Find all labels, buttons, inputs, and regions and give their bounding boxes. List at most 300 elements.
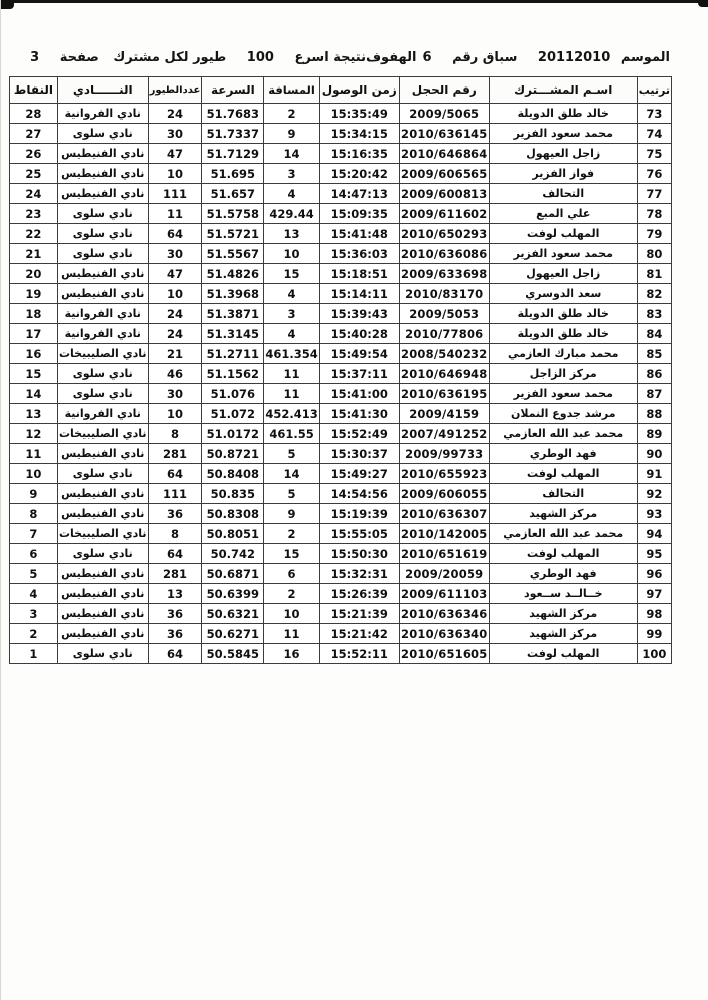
result-count: 100: [246, 50, 274, 65]
cell-speed: 51.076: [202, 384, 264, 404]
cell-speed: 50.8721: [202, 444, 264, 464]
cell-club: نادي الفنيطيس: [57, 164, 148, 184]
cell-distance: 11: [264, 384, 319, 404]
table-row: [9, 224, 671, 244]
cell-rank: 75: [637, 144, 671, 164]
cell-speed: 50.6321: [202, 604, 264, 624]
cell-speed: 50.8308: [202, 504, 264, 524]
table-row: [9, 424, 671, 444]
cell-speed: 50.6399: [202, 584, 264, 604]
cell-ring: 2010/636307: [399, 504, 489, 524]
cell-speed: 50.6271: [202, 624, 264, 644]
cell-name: فهد الوطري: [489, 444, 637, 464]
table-row: [9, 264, 671, 284]
cell-speed: 50.8408: [202, 464, 264, 484]
cell-ring: 2010/651605: [399, 644, 489, 664]
cell-ring: 2009/606055: [399, 484, 489, 504]
page-number: 3: [30, 50, 40, 65]
table-row: [9, 184, 671, 204]
cell-birds: 47: [148, 264, 202, 284]
cell-distance: 461.55: [264, 424, 319, 444]
cell-distance: 10: [264, 244, 319, 264]
cell-time: 15:40:28: [319, 324, 399, 344]
col-header-birds: عددالطيور: [148, 77, 202, 104]
cell-distance: 10: [264, 604, 319, 624]
cell-rank: 82: [637, 284, 671, 304]
cell-ring: 2009/5065: [399, 104, 489, 124]
cell-name: علي المبع: [489, 204, 637, 224]
cell-time: 15:32:31: [319, 564, 399, 584]
cell-points: 23: [9, 204, 57, 224]
cell-time: 15:52:49: [319, 424, 399, 444]
cell-distance: 4: [264, 284, 319, 304]
cell-speed: 51.0172: [202, 424, 264, 444]
cell-club: نادي الفروانية: [57, 404, 148, 424]
cell-distance: 9: [264, 504, 319, 524]
cell-club: نادي سلوى: [57, 244, 148, 264]
table-row: [9, 384, 671, 404]
cell-distance: 452.413: [264, 404, 319, 424]
cell-distance: 4: [264, 324, 319, 344]
cell-birds: 64: [148, 464, 202, 484]
cell-ring: 2008/540232: [399, 344, 489, 364]
table-row: [9, 164, 671, 184]
table-row: [9, 644, 671, 664]
table-row: [9, 244, 671, 264]
race-number-label: سباق رقم: [452, 50, 518, 65]
cell-ring: 2009/5053: [399, 304, 489, 324]
cell-club: نادي الصليبيخات: [57, 524, 148, 544]
cell-name: محمد عبد الله العازمي: [489, 424, 637, 444]
cell-time: 15:41:30: [319, 404, 399, 424]
cell-birds: 8: [148, 424, 202, 444]
cell-points: 24: [9, 184, 57, 204]
cell-time: 15:21:39: [319, 604, 399, 624]
cell-distance: 16: [264, 644, 319, 664]
cell-birds: 10: [148, 164, 202, 184]
cell-birds: 30: [148, 124, 202, 144]
cell-ring: 2009/99733: [399, 444, 489, 464]
table-row: [9, 464, 671, 484]
season-value: 20112010: [537, 50, 611, 65]
cell-points: 6: [9, 544, 57, 564]
table-row: [9, 564, 671, 584]
cell-speed: 51.7129: [202, 144, 264, 164]
cell-rank: 80: [637, 244, 671, 264]
cell-name: مرشد جدوع النملان: [489, 404, 637, 424]
cell-name: مركز الزاجل: [489, 364, 637, 384]
col-header-points: النقاط: [9, 77, 57, 104]
scan-corner-artifact-right: [698, 0, 708, 7]
cell-points: 17: [9, 324, 57, 344]
table-row: [9, 604, 671, 624]
cell-speed: 51.5567: [202, 244, 264, 264]
cell-rank: 90: [637, 444, 671, 464]
cell-time: 15:19:39: [319, 504, 399, 524]
cell-time: 15:30:37: [319, 444, 399, 464]
cell-name: محمد عبد الله العازمي: [489, 524, 637, 544]
table-row: [9, 204, 671, 224]
cell-points: 5: [9, 564, 57, 584]
col-header-speed: السرعة: [202, 77, 264, 104]
cell-time: 14:47:13: [319, 184, 399, 204]
header-season-race: [416, 50, 670, 65]
cell-name: المهلب لوفت: [489, 544, 637, 564]
table-row: [9, 524, 671, 544]
cell-distance: 15: [264, 264, 319, 284]
cell-club: نادي سلوى: [57, 124, 148, 144]
cell-birds: 10: [148, 404, 202, 424]
cell-distance: 5: [264, 444, 319, 464]
cell-rank: 98: [637, 604, 671, 624]
cell-ring: 2010/646948: [399, 364, 489, 384]
cell-club: نادي الصليبيخات: [57, 344, 148, 364]
cell-points: 21: [9, 244, 57, 264]
cell-speed: 50.742: [202, 544, 264, 564]
cell-name: محمد سعود الفزير: [489, 384, 637, 404]
cell-ring: 2010/655923: [399, 464, 489, 484]
cell-speed: 50.835: [202, 484, 264, 504]
cell-birds: 21: [148, 344, 202, 364]
cell-rank: 85: [637, 344, 671, 364]
table-row: [9, 404, 671, 424]
cell-name: المهلب لوفت: [489, 224, 637, 244]
cell-rank: 74: [637, 124, 671, 144]
cell-birds: 281: [148, 564, 202, 584]
cell-points: 25: [9, 164, 57, 184]
table-row: [9, 124, 671, 144]
cell-time: 15:41:00: [319, 384, 399, 404]
cell-time: 15:20:42: [319, 164, 399, 184]
cell-speed: 51.657: [202, 184, 264, 204]
result-per-label: طيور لكل مشترك: [113, 50, 227, 65]
cell-distance: 429.44: [264, 204, 319, 224]
cell-birds: 47: [148, 144, 202, 164]
cell-time: 15:41:48: [319, 224, 399, 244]
cell-club: نادي الفنيطيس: [57, 604, 148, 624]
cell-distance: 15: [264, 544, 319, 564]
cell-distance: 4: [264, 184, 319, 204]
cell-name: مركز الشهيد: [489, 604, 637, 624]
cell-rank: 77: [637, 184, 671, 204]
table-row: [9, 444, 671, 464]
cell-name: خالد طلق الدويلة: [489, 104, 637, 124]
cell-points: 11: [9, 444, 57, 464]
cell-rank: 79: [637, 224, 671, 244]
table-row: [9, 104, 671, 124]
cell-name: محمد سعود الفزير: [489, 124, 637, 144]
cell-rank: 83: [637, 304, 671, 324]
cell-ring: 2009/611602: [399, 204, 489, 224]
cell-points: 12: [9, 424, 57, 444]
cell-rank: 88: [637, 404, 671, 424]
cell-club: نادي الفنيطيس: [57, 504, 148, 524]
cell-points: 19: [9, 284, 57, 304]
cell-distance: 14: [264, 144, 319, 164]
cell-rank: 93: [637, 504, 671, 524]
cell-time: 15:18:51: [319, 264, 399, 284]
cell-club: نادي سلوى: [57, 464, 148, 484]
cell-ring: 2010/636340: [399, 624, 489, 644]
cell-birds: 64: [148, 544, 202, 564]
race-number-value: 6: [422, 50, 432, 65]
cell-time: 15:52:11: [319, 644, 399, 664]
cell-time: 15:39:43: [319, 304, 399, 324]
cell-club: نادي الفنيطيس: [57, 624, 148, 644]
cell-points: 26: [9, 144, 57, 164]
scan-edge-left: [0, 0, 1, 1000]
cell-distance: 13: [264, 224, 319, 244]
cell-rank: 81: [637, 264, 671, 284]
cell-club: نادي سلوى: [57, 364, 148, 384]
cell-speed: 51.072: [202, 404, 264, 424]
cell-name: محمد مبارك العازمي: [489, 344, 637, 364]
cell-club: نادي الفنيطيس: [57, 584, 148, 604]
cell-rank: 99: [637, 624, 671, 644]
header-result-page: [24, 50, 366, 65]
cell-birds: 30: [148, 384, 202, 404]
cell-distance: 3: [264, 304, 319, 324]
cell-name: محمد سعود الفزير: [489, 244, 637, 264]
cell-distance: 2: [264, 584, 319, 604]
cell-name: التحالف: [489, 184, 637, 204]
cell-ring: 2010/651619: [399, 544, 489, 564]
cell-points: 16: [9, 344, 57, 364]
cell-ring: 2007/491252: [399, 424, 489, 444]
cell-name: سعد الدوسري: [489, 284, 637, 304]
cell-birds: 24: [148, 304, 202, 324]
cell-speed: 51.7683: [202, 104, 264, 124]
result-label: نتيجة اسرع: [294, 50, 366, 65]
cell-name: زاجل العيهول: [489, 144, 637, 164]
cell-time: 15:16:35: [319, 144, 399, 164]
cell-rank: 73: [637, 104, 671, 124]
cell-speed: 51.1562: [202, 364, 264, 384]
cell-ring: 2009/611103: [399, 584, 489, 604]
cell-name: فواز الفزير: [489, 164, 637, 184]
cell-birds: 24: [148, 104, 202, 124]
cell-ring: 2009/606565: [399, 164, 489, 184]
cell-time: 15:21:42: [319, 624, 399, 644]
cell-speed: 50.5845: [202, 644, 264, 664]
cell-points: 14: [9, 384, 57, 404]
cell-ring: 2009/4159: [399, 404, 489, 424]
cell-ring: 2010/650293: [399, 224, 489, 244]
cell-speed: 50.8051: [202, 524, 264, 544]
cell-name: التحالف: [489, 484, 637, 504]
col-header-time: زمن الوصول: [319, 77, 399, 104]
cell-club: نادي سلوى: [57, 644, 148, 664]
cell-distance: 9: [264, 124, 319, 144]
table-row: [9, 324, 671, 344]
cell-time: 15:55:05: [319, 524, 399, 544]
table-header-row: [9, 77, 671, 104]
cell-birds: 36: [148, 504, 202, 524]
cell-time: 15:36:03: [319, 244, 399, 264]
table-row: [9, 284, 671, 304]
cell-ring: 2010/636346: [399, 604, 489, 624]
col-header-rank: ترتيب: [637, 77, 671, 104]
cell-time: 15:49:54: [319, 344, 399, 364]
cell-time: 15:35:49: [319, 104, 399, 124]
cell-points: 18: [9, 304, 57, 324]
cell-rank: 96: [637, 564, 671, 584]
cell-rank: 100: [637, 644, 671, 664]
header-location: الهفوف: [365, 50, 417, 65]
cell-club: نادي الفنيطيس: [57, 184, 148, 204]
cell-speed: 50.6871: [202, 564, 264, 584]
cell-points: 28: [9, 104, 57, 124]
cell-distance: 2: [264, 524, 319, 544]
cell-birds: 36: [148, 624, 202, 644]
cell-distance: 14: [264, 464, 319, 484]
cell-birds: 281: [148, 444, 202, 464]
cell-name: المهلب لوفت: [489, 464, 637, 484]
cell-club: نادي الفنيطيس: [57, 284, 148, 304]
col-header-club: النــــــادي: [57, 77, 148, 104]
cell-points: 10: [9, 464, 57, 484]
cell-club: نادي الفنيطيس: [57, 264, 148, 284]
cell-speed: 51.3871: [202, 304, 264, 324]
cell-name: مركز الشهيد: [489, 504, 637, 524]
cell-points: 4: [9, 584, 57, 604]
cell-name: فهد الوطري: [489, 564, 637, 584]
cell-birds: 24: [148, 324, 202, 344]
cell-time: 15:34:15: [319, 124, 399, 144]
page-header: [30, 50, 670, 65]
cell-ring: 2009/633698: [399, 264, 489, 284]
cell-distance: 11: [264, 364, 319, 384]
cell-rank: 78: [637, 204, 671, 224]
cell-distance: 3: [264, 164, 319, 184]
cell-rank: 76: [637, 164, 671, 184]
cell-club: نادي سلوى: [57, 384, 148, 404]
cell-club: نادي الفنيطيس: [57, 484, 148, 504]
cell-rank: 86: [637, 364, 671, 384]
cell-time: 15:50:30: [319, 544, 399, 564]
cell-time: 14:54:56: [319, 484, 399, 504]
cell-club: نادي الفروانية: [57, 104, 148, 124]
cell-distance: 2: [264, 104, 319, 124]
table-row: [9, 544, 671, 564]
cell-name: مركز الشهيد: [489, 624, 637, 644]
cell-points: 27: [9, 124, 57, 144]
cell-rank: 97: [637, 584, 671, 604]
cell-birds: 8: [148, 524, 202, 544]
cell-birds: 111: [148, 484, 202, 504]
cell-ring: 2009/20059: [399, 564, 489, 584]
cell-birds: 10: [148, 284, 202, 304]
season-label: الموسم: [620, 50, 670, 65]
table-row: [9, 624, 671, 644]
cell-speed: 51.5758: [202, 204, 264, 224]
cell-points: 1: [9, 644, 57, 664]
cell-rank: 84: [637, 324, 671, 344]
cell-club: نادي الفروانية: [57, 324, 148, 344]
cell-distance: 6: [264, 564, 319, 584]
table-row: [9, 504, 671, 524]
cell-distance: 5: [264, 484, 319, 504]
cell-speed: 51.2711: [202, 344, 264, 364]
cell-rank: 94: [637, 524, 671, 544]
cell-birds: 13: [148, 584, 202, 604]
page-label: صفحة: [59, 50, 99, 65]
cell-time: 15:49:27: [319, 464, 399, 484]
cell-points: 13: [9, 404, 57, 424]
cell-rank: 87: [637, 384, 671, 404]
scan-edge-artifact: [0, 0, 708, 3]
table-row: [9, 364, 671, 384]
cell-birds: 30: [148, 244, 202, 264]
cell-name: المهلب لوفت: [489, 644, 637, 664]
cell-ring: 2010/83170: [399, 284, 489, 304]
cell-points: 7: [9, 524, 57, 544]
cell-speed: 51.5721: [202, 224, 264, 244]
cell-ring: 2010/77806: [399, 324, 489, 344]
cell-club: نادي سلوى: [57, 204, 148, 224]
cell-speed: 51.695: [202, 164, 264, 184]
table-row: [9, 484, 671, 504]
cell-points: 20: [9, 264, 57, 284]
cell-name: خالد طلق الدويلة: [489, 324, 637, 344]
cell-birds: 11: [148, 204, 202, 224]
cell-rank: 95: [637, 544, 671, 564]
cell-speed: 51.7337: [202, 124, 264, 144]
cell-name: خــالــد ســعود: [489, 584, 637, 604]
cell-ring: 2010/142005: [399, 524, 489, 544]
col-header-ring: رقم الحجل: [399, 77, 489, 104]
col-header-distance: المسافة: [264, 77, 319, 104]
cell-ring: 2010/636195: [399, 384, 489, 404]
cell-birds: 64: [148, 644, 202, 664]
cell-rank: 89: [637, 424, 671, 444]
cell-club: نادي سلوى: [57, 544, 148, 564]
cell-speed: 51.3145: [202, 324, 264, 344]
cell-club: نادي الفنيطيس: [57, 444, 148, 464]
cell-distance: 11: [264, 624, 319, 644]
cell-points: 9: [9, 484, 57, 504]
cell-name: زاجل العيهول: [489, 264, 637, 284]
cell-ring: 2010/646864: [399, 144, 489, 164]
cell-rank: 91: [637, 464, 671, 484]
cell-points: 2: [9, 624, 57, 644]
table-row: [9, 304, 671, 324]
table-row: [9, 344, 671, 364]
cell-ring: 2010/636145: [399, 124, 489, 144]
cell-name: خالد طلق الدويلة: [489, 304, 637, 324]
cell-points: 22: [9, 224, 57, 244]
cell-points: 8: [9, 504, 57, 524]
cell-birds: 36: [148, 604, 202, 624]
cell-points: 3: [9, 604, 57, 624]
cell-ring: 2010/636086: [399, 244, 489, 264]
cell-time: 15:14:11: [319, 284, 399, 304]
cell-speed: 51.4826: [202, 264, 264, 284]
cell-rank: 92: [637, 484, 671, 504]
cell-points: 15: [9, 364, 57, 384]
scan-corner-artifact-left: [0, 0, 14, 9]
cell-club: نادي الصليبيخات: [57, 424, 148, 444]
cell-club: نادي الفروانية: [57, 304, 148, 324]
table-row: [9, 584, 671, 604]
cell-birds: 46: [148, 364, 202, 384]
cell-time: 15:37:11: [319, 364, 399, 384]
cell-birds: 64: [148, 224, 202, 244]
table-row: [9, 144, 671, 164]
cell-speed: 51.3968: [202, 284, 264, 304]
cell-birds: 111: [148, 184, 202, 204]
cell-club: نادي سلوى: [57, 224, 148, 244]
